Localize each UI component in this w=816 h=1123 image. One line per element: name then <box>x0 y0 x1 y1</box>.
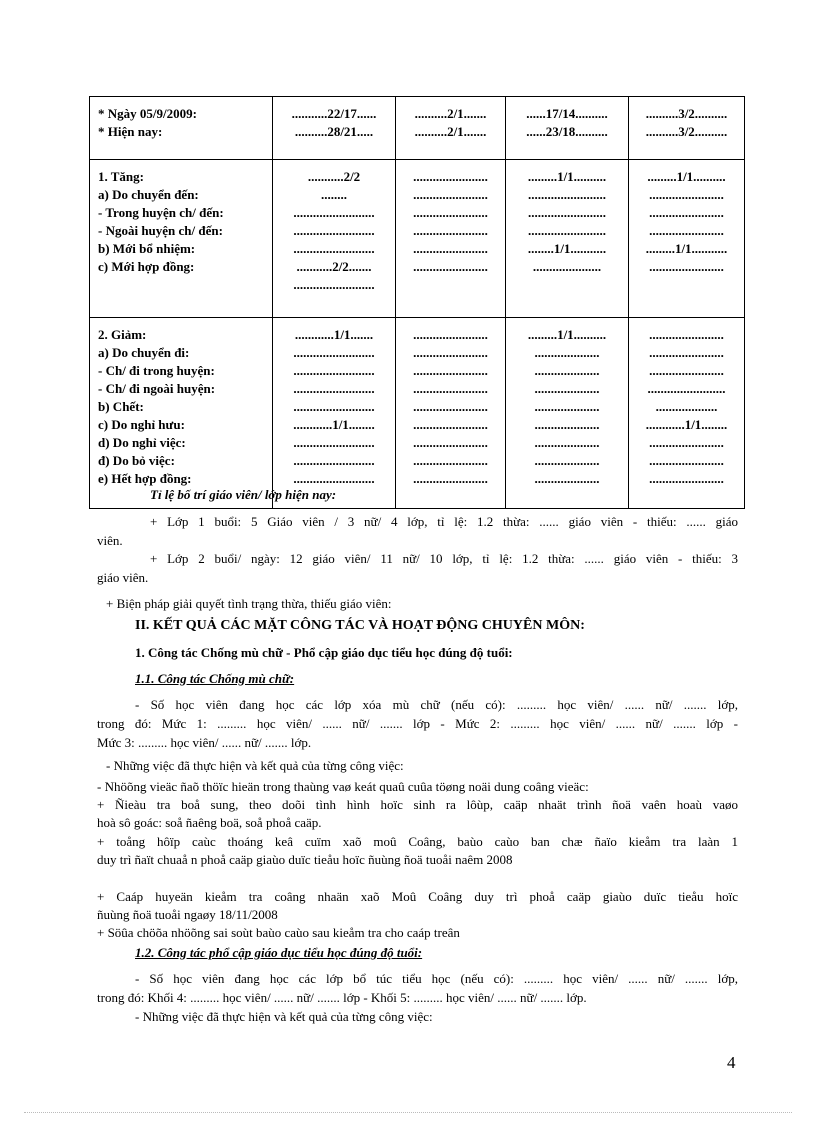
cell-value: ........1/1........... <box>527 241 607 256</box>
cell-value: .........1/1........... <box>645 241 728 256</box>
supplementary-grades-line: trong đó: Khối 4: ......... học viên/ ...... nữ/ ....... lớp - Khối 5: ......... học viên/ ...... nữ/ ....... lớp. <box>97 990 587 1005</box>
value-cell <box>506 97 629 160</box>
cell-value: ......................... <box>293 241 375 256</box>
row-label-line: a) Do chuyển đi: <box>98 345 190 360</box>
teacher-ratio-heading: Tỉ lệ bố trí giáo viên/ lớp hiện nay: <box>150 487 337 502</box>
value-cell <box>506 160 629 318</box>
cell-value: .................... <box>534 435 600 450</box>
value-cell <box>629 97 745 160</box>
row-label-cell <box>90 318 273 509</box>
survey-line-cont: hoà sô goác: soå ñaêng boä, soå phoå caäp. <box>97 815 322 830</box>
row-label-line: c) Do nghỉ hưu: <box>98 417 185 432</box>
district-inspection-line: + Caáp huyeän kieåm tra coâng nhaän xaõ Moû Coâng duy trì phoå caäp giaùo duïc tieåu hoïc <box>97 889 738 904</box>
row-label-line: - Ch/ đi ngoài huyện: <box>98 381 216 396</box>
cell-value: ......................... <box>293 205 375 220</box>
value-cell <box>273 318 396 509</box>
cell-value: ....................... <box>649 187 724 202</box>
cell-value: ....................... <box>413 435 488 450</box>
value-cell <box>396 160 506 318</box>
row-label-line: e) Hết hợp đồng: <box>98 471 192 486</box>
cell-value: ...........2/2....... <box>296 259 372 274</box>
cell-value: .................... <box>534 417 600 432</box>
cell-value: .........1/1.......... <box>647 169 726 184</box>
value-cell <box>273 160 396 318</box>
cell-value: .................... <box>534 453 600 468</box>
cell-value: ....................... <box>649 453 724 468</box>
cell-value: ....................... <box>413 345 488 360</box>
cell-value: ....................... <box>649 363 724 378</box>
cell-value: ....................... <box>649 471 724 486</box>
survey-line: + Ñieàu tra boå sung, theo doõi tình hình hoïc sinh ra lôùp, caäp nhaät trình ñoä vaên hoaù vaøo <box>97 797 738 812</box>
literacy-students-line: - Số học viên đang học các lớp xóa mù chữ (nếu có): ......... học viên/ ...... nữ/ ....... lớp, <box>135 697 738 712</box>
corrections-line: + Söûa chöõa nhöõng sai soùt baùo caùo sau kieåm tra cho caáp treân <box>97 925 460 940</box>
cell-value: ....................... <box>649 259 724 274</box>
row-label-line: * Hiện nay: <box>98 124 163 139</box>
section-2-heading: II. KẾT QUẢ CÁC MẶT CÔNG TÁC VÀ HOẠT ĐỘNG CHUYÊN MÔN: <box>135 618 585 633</box>
cell-value: ......17/14.......... <box>526 106 608 121</box>
subsection-1-1-heading: 1.1. Công tác Chống mù chữ: <box>135 671 295 686</box>
cell-value: ............1/1........ <box>645 417 728 432</box>
value-cell <box>396 318 506 509</box>
supplementary-students-line: - Số học viên đang học các lớp bổ túc tiểu học (nếu có): ......... học viên/ ...... nữ/ ....... lớp, <box>135 971 738 986</box>
cell-value: ......................... <box>293 277 375 292</box>
cell-value: ....................... <box>413 381 488 396</box>
monthly-tasks-line: - Nhöõng vieäc ñaõ thöïc hieän trong thaùng vaø keát quaû cuûa töøng noäi dung coâng vieäc: <box>97 779 589 794</box>
cell-value: ....................... <box>649 327 724 342</box>
district-inspection-cont: ñuùng ñoä tuoåi ngaøy 18/11/2008 <box>97 907 278 922</box>
subsection-1-2-heading: 1.2. Công tác phổ cập giáo dục tiểu học đúng độ tuổi: <box>135 945 423 960</box>
row-label-line: - Ngoài huyện ch/ đến: <box>98 223 223 238</box>
cell-value: ........................ <box>528 205 606 220</box>
cell-value: ........................ <box>647 381 726 396</box>
row-label-cell <box>90 97 273 160</box>
row-label-line: - Ch/ đi trong huyện: <box>98 363 215 378</box>
value-cell <box>506 318 629 509</box>
cell-value: ....................... <box>413 471 488 486</box>
literacy-levels-line: trong đó: Mức 1: ......... học viên/ ...... nữ/ ....... lớp - Mức 2: ......... học viên/ ...... nữ/ ....... lớp - <box>97 716 738 731</box>
table-row <box>90 97 745 160</box>
row-label-line: b) Chết: <box>98 399 144 414</box>
page-number: 4 <box>727 1053 736 1072</box>
row-label-line: * Ngày 05/9/2009: <box>98 106 197 121</box>
cell-value: ................... <box>655 399 718 414</box>
cell-value: .........1/1.......... <box>527 327 607 342</box>
surplus-shortage-measure: + Biện pháp giải quyết tình trạng thừa, thiếu giáo viên: <box>106 596 392 611</box>
ratio-one-session-line: + Lớp 1 buổi: 5 Giáo viên / 3 nữ/ 4 lớp, tỉ lệ: 1.2 thừa: ...... giáo viên - thiếu: ...... giáo <box>150 514 738 529</box>
cell-value: ......................... <box>293 399 375 414</box>
cell-value: ..........3/2.......... <box>645 106 728 121</box>
supplementary-tasks-line: - Những việc đã thực hiện và kết quả của từng công việc: <box>135 1009 433 1024</box>
summary-line: + toång hôïp caùc thoáng keâ cuïm xaõ moû Coâng, baùo caùo ban chæ ñaïo kieåm tra laàn 1 <box>97 834 738 849</box>
cell-value: ......................... <box>293 363 375 378</box>
cell-value: ..................... <box>532 259 602 274</box>
cell-value: ....................... <box>649 435 724 450</box>
row-label-line: b) Mới bổ nhiệm: <box>98 241 196 256</box>
cell-value: .................... <box>534 345 600 360</box>
row-label-line: a) Do chuyển đến: <box>98 187 199 202</box>
cell-value: ....................... <box>413 327 488 342</box>
cell-value: ....................... <box>413 169 488 184</box>
cell-value: ........................ <box>528 187 606 202</box>
cell-value: ...........22/17...... <box>291 106 377 121</box>
cell-value: ........ <box>321 187 347 202</box>
summary-line-cont: duy trì ñaït chuaå n phoå caäp giaùo duïc tieåu hoïc ñuùng ñoä tuoåi naêm 2008 <box>97 852 513 867</box>
cell-value: ..........2/1....... <box>414 124 487 139</box>
cell-value: ....................... <box>413 241 488 256</box>
cell-value: ......................... <box>293 345 375 360</box>
cell-value: ......................... <box>293 223 375 238</box>
cell-value: ..........2/1....... <box>414 106 487 121</box>
cell-value: ....................... <box>413 453 488 468</box>
cell-value: .................... <box>534 471 600 486</box>
cell-value: ....................... <box>649 205 724 220</box>
table-row <box>90 318 745 509</box>
cell-value: ......................... <box>293 471 375 486</box>
value-cell <box>629 160 745 318</box>
ratio-one-session-cont: viên. <box>97 533 123 548</box>
cell-value: ......23/18.......... <box>526 124 608 139</box>
cell-value: ....................... <box>413 399 488 414</box>
cell-value: ....................... <box>413 187 488 202</box>
value-cell <box>629 318 745 509</box>
cell-value: ............1/1....... <box>294 327 374 342</box>
cell-value: ....................... <box>413 417 488 432</box>
cell-value: .................... <box>534 399 600 414</box>
value-cell <box>273 97 396 160</box>
cell-value: ............1/1........ <box>293 417 375 432</box>
page-bottom-rule <box>24 1112 792 1113</box>
literacy-level3-line: Mức 3: ......... học viên/ ...... nữ/ ....... lớp. <box>97 735 312 750</box>
cell-value: ....................... <box>649 345 724 360</box>
cell-value: ........................ <box>528 223 606 238</box>
cell-value: ....................... <box>649 223 724 238</box>
cell-value: ..........3/2.......... <box>645 124 728 139</box>
cell-value: ...........2/2 <box>307 169 361 184</box>
row-label-line: - Trong huyện ch/ đến: <box>98 205 224 220</box>
staff-statistics-table <box>89 96 745 509</box>
row-label-line: 2. Giảm: <box>98 327 147 342</box>
value-cell <box>396 97 506 160</box>
row-label-line: d) Do nghỉ việc: <box>98 435 186 450</box>
row-label-line: 1. Tăng: <box>98 169 144 184</box>
cell-value: .................... <box>534 381 600 396</box>
row-label-line: c) Mới hợp đồng: <box>98 259 195 274</box>
ratio-two-session-cont: giáo viên. <box>97 570 149 585</box>
row-label-cell <box>90 160 273 318</box>
cell-value: ....................... <box>413 259 488 274</box>
row-label-line: đ) Do bỏ việc: <box>98 453 175 468</box>
subsection-1-heading: 1. Công tác Chống mù chữ - Phổ cập giáo dục tiểu học đúng độ tuổi: <box>135 645 513 660</box>
cell-value: .........1/1.......... <box>527 169 607 184</box>
cell-value: ....................... <box>413 223 488 238</box>
cell-value: ....................... <box>413 205 488 220</box>
table-row <box>90 160 745 318</box>
cell-value: ......................... <box>293 453 375 468</box>
cell-value: ..........28/21..... <box>294 124 374 139</box>
cell-value: ......................... <box>293 435 375 450</box>
tasks-done-line: - Những việc đã thực hiện và kết quả của từng công việc: <box>106 758 404 773</box>
cell-value: ......................... <box>293 381 375 396</box>
cell-value: .................... <box>534 363 600 378</box>
ratio-two-session-line: + Lớp 2 buổi/ ngày: 12 giáo viên/ 11 nữ/ 10 lớp, tỉ lệ: 1.2 thừa: ...... giáo viên - thiếu: 3 <box>150 551 738 566</box>
cell-value: ....................... <box>413 363 488 378</box>
